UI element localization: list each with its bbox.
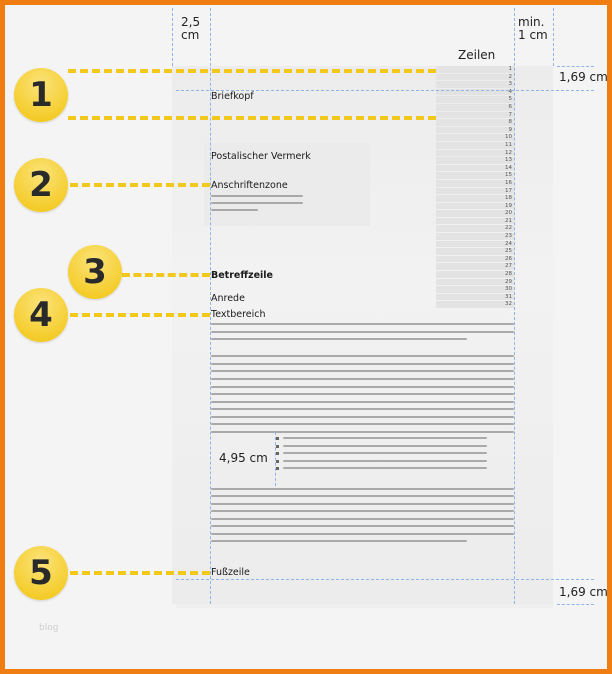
text-line	[211, 370, 514, 372]
row-number: 30	[505, 286, 512, 293]
row-number-cell	[436, 279, 514, 286]
subject-line-label: Betreffzeile	[211, 270, 273, 281]
row-number: 15	[505, 172, 512, 179]
row-number: 4	[508, 88, 512, 95]
row-number-cell	[436, 104, 514, 111]
row-number: 18	[505, 195, 512, 202]
page-shadow	[176, 604, 553, 608]
row-number-cell	[436, 225, 514, 232]
address-line	[211, 202, 303, 204]
row-number: 24	[505, 240, 512, 247]
text-line	[283, 437, 487, 439]
text-line	[211, 488, 514, 490]
text-line	[211, 495, 514, 497]
left-margin-unit: cm	[181, 28, 200, 42]
row-number: 9	[508, 126, 512, 133]
text-line	[211, 525, 514, 527]
marker-2-line	[70, 183, 210, 187]
row-number-cell	[436, 142, 514, 149]
row-number: 23	[505, 233, 512, 240]
row-number: 2	[508, 73, 512, 80]
row-number: 16	[505, 179, 512, 186]
row-number-cell	[436, 165, 514, 172]
row-number: 31	[505, 293, 512, 300]
row-number-cell	[436, 127, 514, 134]
watermark: blog	[39, 623, 59, 633]
marker-3-badge: 3	[68, 245, 122, 299]
row-number-cell	[436, 210, 514, 217]
row-number: 10	[505, 134, 512, 141]
text-line	[211, 416, 514, 418]
text-line	[211, 378, 514, 380]
text-area-label: Textbereich	[211, 309, 266, 320]
row-number: 8	[508, 119, 512, 126]
row-number: 5	[508, 96, 512, 103]
text-line	[211, 393, 514, 395]
bullet-icon	[276, 445, 279, 448]
row-number: 14	[505, 164, 512, 171]
row-number-cell	[436, 180, 514, 187]
address-line	[211, 195, 303, 197]
top-edge-guide	[557, 66, 594, 67]
row-number: 28	[505, 271, 512, 278]
row-number-cell	[436, 81, 514, 88]
marker-5-badge: 5	[14, 546, 68, 600]
rows-heading: Zeilen	[458, 48, 496, 62]
top-margin-guide	[176, 90, 594, 91]
row-number: 13	[505, 157, 512, 164]
text-line	[211, 503, 514, 505]
row-number: 21	[505, 217, 512, 224]
top-margin-label: 1,69 cm	[559, 70, 608, 84]
bottom-edge-guide	[557, 604, 594, 605]
text-line	[211, 355, 514, 357]
row-number-cell	[436, 301, 514, 308]
briefkopf-label: Briefkopf	[211, 91, 254, 102]
right-margin-prefix: min.	[518, 15, 545, 29]
info-block-guide	[275, 432, 276, 486]
row-number-cell	[436, 256, 514, 263]
marker-1-top-line	[68, 69, 436, 73]
row-number-cell	[436, 195, 514, 202]
right-page-edge-guide	[553, 8, 554, 66]
text-line	[283, 460, 487, 462]
text-line	[211, 331, 514, 333]
row-number: 29	[505, 278, 512, 285]
right-margin-guide	[514, 8, 515, 604]
row-number-cell	[436, 150, 514, 157]
marker-5-line	[70, 571, 210, 575]
row-number-cell	[436, 241, 514, 248]
bottom-margin-label: 1,69 cm	[559, 585, 608, 599]
row-number-cell	[436, 286, 514, 293]
row-number: 11	[505, 141, 512, 148]
row-number: 22	[505, 225, 512, 232]
bullet-icon	[276, 460, 279, 463]
marker-4-badge: 4	[14, 288, 68, 342]
left-margin-value: 2,5	[181, 15, 201, 29]
row-number-cell	[436, 188, 514, 195]
marker-4-line	[70, 313, 210, 317]
row-number-cell	[436, 112, 514, 119]
row-number: 12	[505, 149, 512, 156]
text-line	[211, 323, 514, 325]
text-line	[211, 363, 514, 365]
left-margin-guide	[210, 8, 211, 604]
row-number-cell	[436, 294, 514, 301]
row-number-cell	[436, 172, 514, 179]
text-line	[211, 510, 514, 512]
text-line	[211, 408, 514, 410]
row-number: 6	[508, 103, 512, 110]
row-number: 26	[505, 255, 512, 262]
row-number-cell	[436, 203, 514, 210]
bullet-icon	[276, 437, 279, 440]
info-block-width-label: 4,95 cm	[219, 451, 268, 465]
text-line	[211, 540, 467, 542]
row-number-cell	[436, 271, 514, 278]
address-zone-label: Anschriftenzone	[211, 180, 288, 191]
left-page-edge-guide	[172, 8, 173, 66]
row-number-cell	[436, 263, 514, 270]
row-number: 19	[505, 202, 512, 209]
row-number-cell	[436, 157, 514, 164]
text-line	[211, 533, 514, 535]
text-line	[211, 401, 514, 403]
row-number-cell	[436, 66, 514, 73]
text-line	[211, 431, 514, 433]
row-number: 27	[505, 263, 512, 270]
postal-note-label: Postalischer Vermerk	[211, 151, 311, 162]
row-number-cell	[436, 218, 514, 225]
right-margin-value: 1 cm	[518, 28, 548, 42]
marker-2-badge: 2	[14, 158, 68, 212]
row-number: 1	[508, 66, 512, 72]
bullet-icon	[276, 452, 279, 455]
row-number-cell	[436, 233, 514, 240]
salutation-label: Anrede	[211, 293, 245, 304]
row-number: 17	[505, 187, 512, 194]
row-number: 20	[505, 210, 512, 217]
row-number: 3	[508, 81, 512, 88]
row-number: 32	[505, 301, 512, 308]
row-number-column	[436, 66, 514, 309]
row-number: 25	[505, 248, 512, 255]
text-line	[211, 386, 514, 388]
address-line	[211, 209, 258, 211]
row-number-cell	[436, 248, 514, 255]
row-number-cell	[436, 74, 514, 81]
row-number-cell	[436, 134, 514, 141]
text-line	[283, 445, 487, 447]
footer-label: Fußzeile	[211, 567, 250, 578]
marker-1-bottom-line	[68, 116, 436, 120]
text-line	[211, 518, 514, 520]
row-number-cell	[436, 96, 514, 103]
row-number: 7	[508, 111, 512, 118]
row-number-cell	[436, 119, 514, 126]
right-margin-label	[518, 16, 548, 42]
text-line	[211, 338, 467, 340]
marker-1-badge: 1	[14, 68, 68, 122]
left-margin-label	[181, 16, 200, 42]
text-line	[283, 467, 487, 469]
bullet-icon	[276, 467, 279, 470]
bottom-margin-guide	[176, 579, 594, 580]
marker-3-line	[122, 273, 210, 277]
text-line	[211, 423, 514, 425]
text-line	[283, 452, 487, 454]
